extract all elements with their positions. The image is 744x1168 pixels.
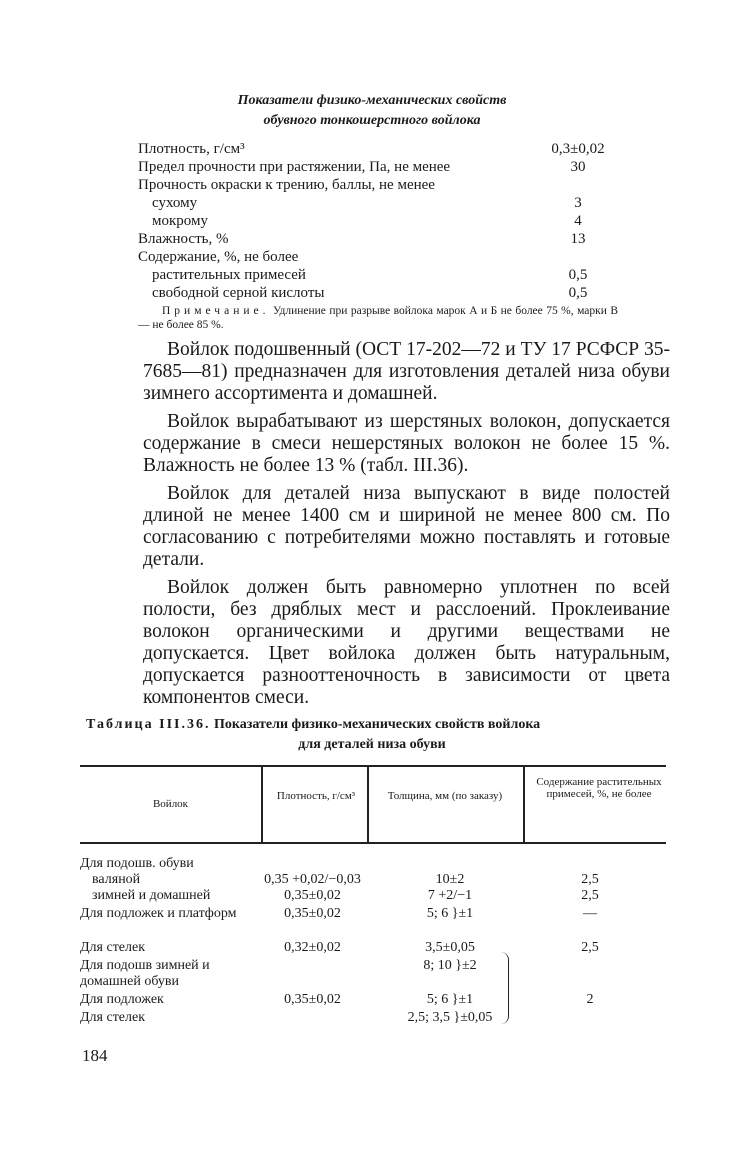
table-row (80, 872, 670, 888)
cell-felt: Для стелек (80, 1010, 146, 1025)
cell-impurities: 2,5 (581, 872, 599, 887)
property-value: 30 (570, 159, 586, 175)
cell-density: 0,35±0,02 (284, 888, 341, 903)
cell-thickness: 3,5±0,05 (425, 940, 475, 955)
property-row (138, 176, 618, 194)
property-value: 4 (574, 213, 582, 229)
property-row (138, 266, 618, 284)
cell-thickness: 5; 6 }±1 (426, 992, 474, 1007)
property-row (138, 194, 618, 212)
property-row (138, 248, 618, 266)
property-label: растительных примесей (152, 267, 306, 283)
note-label: Примечание. (162, 305, 270, 317)
property-value: 0,5 (568, 267, 588, 283)
cell-density: 0,32±0,02 (284, 940, 341, 955)
column-divider (523, 766, 525, 843)
column-divider (367, 766, 369, 843)
paragraph: Войлок должен быть равномерно уплотнен по всей полости, без дряблых мест и расслоений. Проклеивание волокон органическими и другими веществами не допускается. Цвет войлока должен быть натуральным, допускается разнооттеночность в зависимости от цвета компонентов смеси. (143, 577, 670, 708)
property-label: Предел прочности при растяжении, Па, не менее (138, 159, 451, 175)
header-impurities: Содержание растительных примесей, %, не более (536, 776, 662, 800)
cell-felt: Для подложек (80, 992, 164, 1007)
paragraph: Войлок подошвенный (ОСТ 17-202—72 и ТУ 17 РСФСР 35-7685—81) предназначен для изготовления деталей низа обуви зимнего ассортимента и домашней. (143, 339, 670, 404)
header-felt: Войлок (152, 798, 189, 810)
caption-label: Таблица III.36. (86, 717, 211, 732)
property-value: 0,5 (568, 285, 588, 301)
cell-thickness: 10±2 (435, 872, 465, 887)
property-label: Влажность, % (138, 231, 229, 247)
body-text (143, 339, 670, 715)
cell-density: 0,35 +0,02/−0,03 (264, 872, 361, 887)
table-row (80, 1010, 670, 1026)
table-row (80, 958, 670, 989)
property-label: свободной серной кислоты (152, 285, 325, 301)
cell-felt: Для подошв зимней и домашней обуви (80, 958, 210, 989)
cell-impurities: 2 (586, 992, 594, 1007)
table-row (80, 888, 670, 904)
cell-thickness: 7 +2/−1 (427, 888, 473, 903)
cell-density: 0,35±0,02 (284, 906, 341, 921)
table-row (80, 940, 670, 956)
property-row (138, 284, 618, 302)
cell-impurities: 2,5 (581, 888, 599, 903)
header-density: Плотность, г/см³ (276, 790, 356, 802)
cell-felt: Для стелек (80, 940, 146, 955)
cell-impurities: 2,5 (581, 940, 599, 955)
cell-density: 0,35±0,02 (284, 992, 341, 1007)
property-row (138, 212, 618, 230)
page-number: 184 (82, 1046, 108, 1065)
top-table-subtitle: обувного тонкошерстного войлока (263, 113, 481, 128)
cell-thickness: 8; 10 }±2 (423, 958, 477, 973)
caption-line1: Показатели физико-механических свойств войлока (213, 717, 541, 732)
cell-felt: Для подложек и платформ (80, 906, 237, 921)
property-value: 3 (574, 195, 582, 211)
property-row (138, 158, 618, 176)
group-brace (500, 952, 509, 1024)
table-top-rule (80, 765, 666, 767)
paragraph: Войлок вырабатывают из шерстяных волокон, допускается содержание в смеси нешерстяных волокон не более 15 %. Влажность не более 13 % (табл. III.36). (143, 411, 670, 476)
property-value: 0,3±0,02 (551, 141, 605, 157)
table-row (80, 856, 670, 872)
table-caption (86, 716, 540, 733)
cell-impurities: — (583, 906, 597, 921)
table-row (80, 992, 670, 1008)
cell-thickness: 5; 6 }±1 (426, 906, 474, 921)
top-table-title: Показатели физико-механических свойств (237, 93, 507, 108)
cell-thickness: 2,5; 3,5 }±0,05 (407, 1010, 493, 1025)
property-label: сухому (152, 195, 198, 211)
table-header-rule (80, 842, 666, 844)
cell-felt: зимней и домашней (92, 888, 211, 903)
top-table-note (138, 304, 618, 332)
property-row (138, 140, 618, 158)
table-row (80, 906, 670, 922)
cell-felt: Для подошв. обуви (80, 856, 194, 871)
property-label: Плотность, г/см³ (138, 141, 245, 157)
column-divider (261, 766, 263, 843)
property-value: 13 (570, 231, 586, 247)
paragraph: Войлок для деталей низа выпускают в виде полостей длиной не менее 1400 см и шириной не менее 800 см. По согласованию с потребителями можно поставлять и готовые детали. (143, 483, 670, 570)
property-label: мокрому (152, 213, 208, 229)
property-row (138, 230, 618, 248)
caption-line2: для деталей низа обуви (298, 737, 446, 752)
property-label: Прочность окраски к трению, баллы, не менее (138, 177, 435, 193)
cell-felt: валяной (92, 872, 141, 887)
header-thickness: Толщина, мм (по заказу) (387, 790, 503, 802)
property-label: Содержание, %, не более (138, 249, 299, 265)
note-text: Удлинение при разрыве войлока марок А и Б не более 75 %, марки В — не более 85 %. (138, 305, 619, 331)
